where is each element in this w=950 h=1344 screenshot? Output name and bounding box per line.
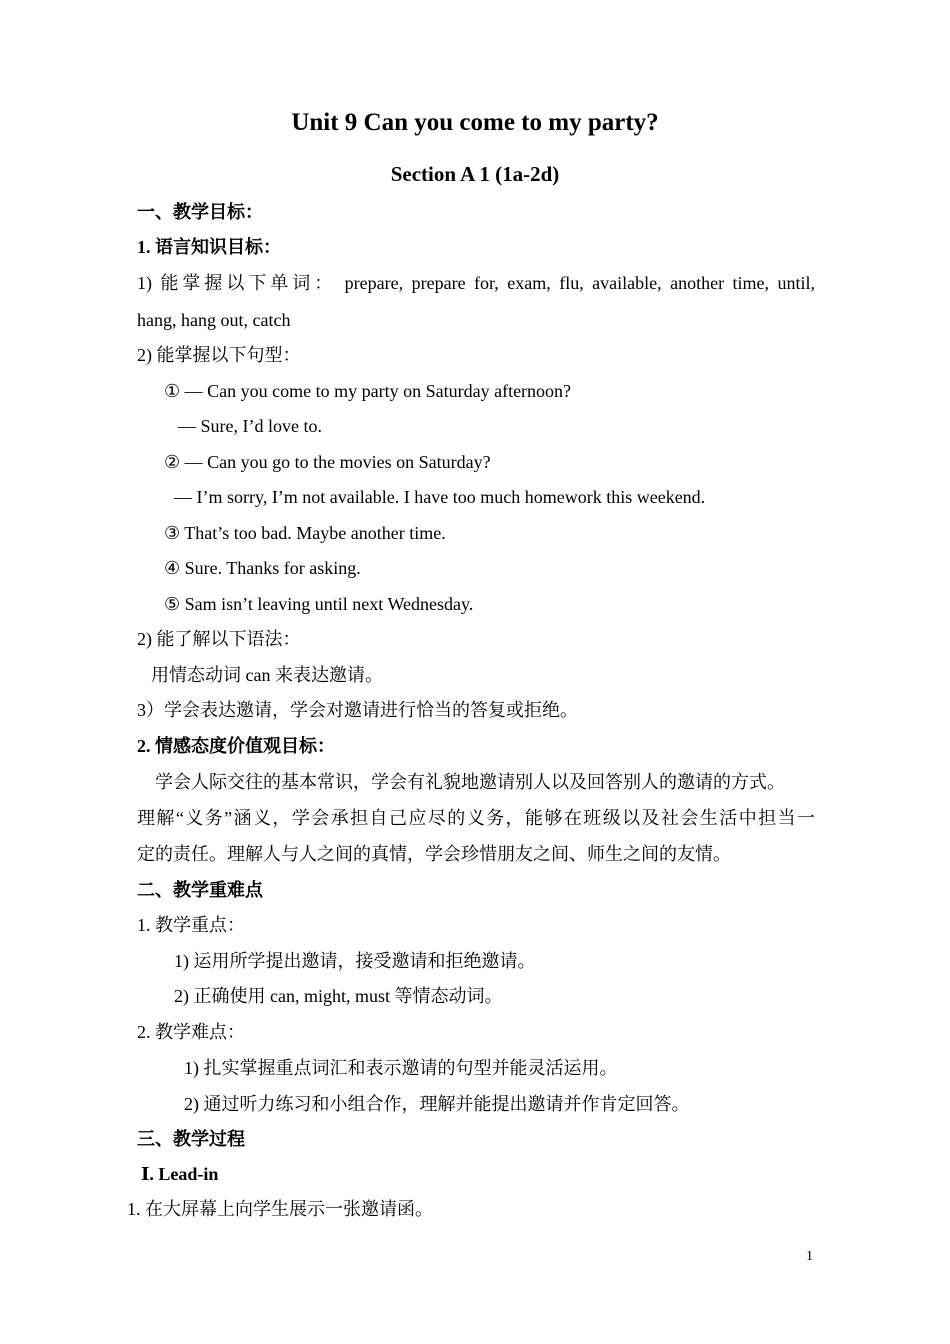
grammar-heading: 2) 能了解以下语法： [137, 629, 301, 649]
sentence-pattern-1-question: ① — Can you come to my party on Saturday afternoon? [164, 381, 572, 401]
heading-key-difficult-points: 二、教学重难点 [137, 880, 263, 900]
sentence-pattern-1-answer: — Sure, I’d love to. [178, 416, 322, 436]
heading-language-objectives: 1. 语言知识目标： [137, 237, 281, 257]
difficult-point-1: 1) 扎实掌握重点词汇和表示邀请的句型并能灵活运用。 [184, 1058, 618, 1078]
sentence-pattern-2-question: ② — Can you go to the movies on Saturday? [164, 452, 491, 472]
emotional-paragraph-line-1: 学会人际交往的基本常识，学会有礼貌地邀请别人以及回答别人的邀请的方式。 [155, 772, 785, 792]
heading-teaching-process: 三、教学过程 [137, 1129, 245, 1149]
vocabulary-line-continued: hang, hang out, catch [137, 310, 291, 330]
page-number: 1 [806, 1249, 813, 1264]
sentence-patterns-heading: 2) 能掌握以下句型： [137, 345, 301, 365]
key-points-heading: 1. 教学重点： [137, 915, 245, 935]
vocabulary-line: 1) 能掌握以下单词： prepare, prepare for, exam, flu, available, another time, until, [137, 273, 815, 293]
emotional-paragraph-line-2: 理解“义务”涵义，学会承担自己应尽的义务，能够在班级以及社会生活中担当一 [137, 808, 815, 828]
heading-emotional-objectives: 2. 情感态度价值观目标： [137, 736, 335, 756]
difficult-point-2: 2) 通过听力练习和小组合作，理解并能提出邀请并作肯定回答。 [184, 1094, 690, 1114]
grammar-line: 用情态动词 can 来表达邀请。 [151, 665, 383, 685]
key-point-2: 2) 正确使用 can, might, must 等情态动词。 [174, 986, 503, 1006]
invitation-skill-line: 3）学会表达邀请，学会对邀请进行恰当的答复或拒绝。 [137, 700, 578, 720]
sentence-pattern-2-answer: — I’m sorry, I’m not available. I have too much homework this weekend. [174, 487, 706, 507]
sentence-pattern-4: ④ Sure. Thanks for asking. [164, 558, 361, 578]
sentence-pattern-3: ③ That’s too bad. Maybe another time. [164, 523, 446, 543]
lead-in-step-1: 1. 在大屏幕上向学生展示一张邀请函。 [127, 1199, 433, 1219]
sentence-pattern-5: ⑤ Sam isn’t leaving until next Wednesday. [164, 594, 474, 614]
section-title: Section A 1 (1a-2d) [390, 162, 560, 186]
emotional-paragraph-line-3: 定的责任。理解人与人之间的真情，学会珍惜朋友之间、师生之间的友情。 [137, 844, 731, 864]
key-point-1: 1) 运用所学提出邀请，接受邀请和拒绝邀请。 [174, 951, 536, 971]
difficult-points-heading: 2. 教学难点： [137, 1022, 245, 1042]
lead-in-heading: Ⅰ. Lead-in [141, 1164, 219, 1184]
heading-teaching-objectives: 一、教学目标： [137, 202, 263, 222]
document-title: Unit 9 Can you come to my party? [291, 109, 659, 136]
